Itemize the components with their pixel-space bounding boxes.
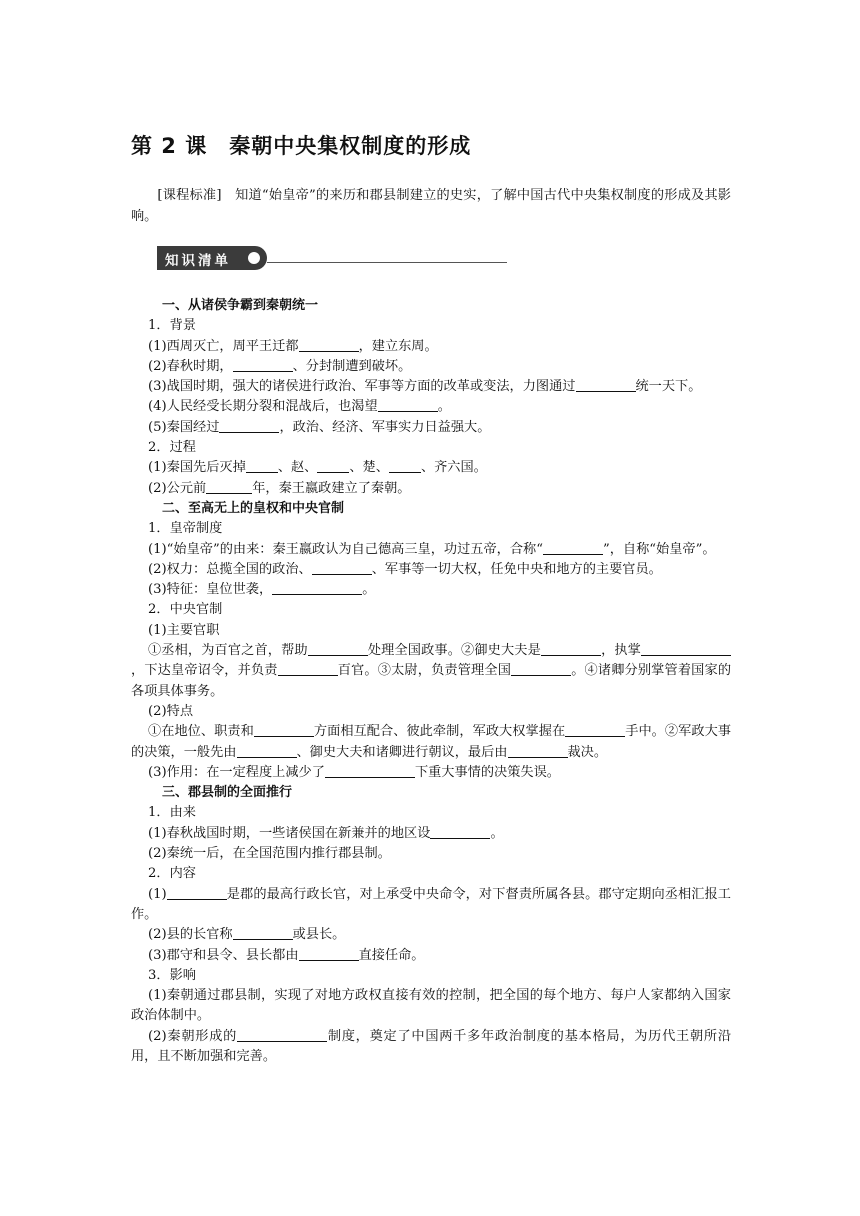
lesson-title: 第 2 课 秦朝中央集权制度的形成 <box>131 134 472 158</box>
paragraph: (2)秦朝形成的 制度，奠定了中国两千多年政治制度的基本格局，为历代王朝所沿用，且不断加强和完善。 <box>131 1028 732 1064</box>
subsection-heading: 1．背景 <box>148 318 196 334</box>
paragraph: ①在地位、职责和 方面相互配合、彼此牵制，军政大权掌握在 手中。②军政大事的决策，一般先由 、御史大夫和诸卿进行朝议，最后由 裁决。 <box>131 724 732 760</box>
subsection-heading: 2．中央官制 <box>148 602 223 618</box>
banner-label: 知识清单 <box>165 253 231 269</box>
section-heading: 三、郡县制的全面推行 <box>162 785 293 801</box>
section-heading: 二、至高无上的皇权和中央官制 <box>162 500 345 516</box>
fill-blank[interactable] <box>237 743 297 758</box>
fill-blank[interactable] <box>430 824 490 839</box>
fill-blank[interactable] <box>237 1027 327 1042</box>
paragraph: (1)秦朝通过郡县制，实现了对地方政权直接有效的控制，把全国的每个地方、每户人家都纳入国家政治体制中。 <box>131 988 731 1024</box>
fill-blank[interactable] <box>254 722 314 737</box>
subsection-heading: 2．内容 <box>148 866 196 882</box>
paragraph: (2)特点 <box>148 703 194 719</box>
fill-blank[interactable] <box>508 743 568 758</box>
paragraph: (1)“始皇帝”的由来：秦王嬴政认为自己德高三皇，功过五帝，合称“ ”，自称“始皇帝”。 <box>148 541 716 557</box>
fill-blank[interactable] <box>219 418 279 433</box>
fill-blank[interactable] <box>272 580 362 595</box>
fill-blank[interactable] <box>233 925 293 940</box>
fill-blank[interactable] <box>378 397 438 412</box>
paragraph: (2)县的长官称 或县长。 <box>148 927 346 943</box>
paragraph: (1)西周灭亡，周平王迁都 ，建立东周。 <box>148 338 438 354</box>
fill-blank[interactable] <box>511 661 571 676</box>
paragraph: (4)人民经受长期分裂和混战后，也渴望 。 <box>148 399 451 415</box>
paragraph: ①丞相，为百官之首，帮助 处理全国政事。②御史大夫是 ，执掌，下达皇帝诏令，并负责 百官。③太尉，负责管理全国 。④诸卿分别掌管着国家的各项具体事务。 <box>131 643 732 699</box>
fill-blank[interactable] <box>641 641 731 656</box>
course-standard-text: [课程标准] 知道“始皇帝”的来历和郡县制建立的史实，了解中国古代中央集权制度的形成及其影响。 <box>131 188 731 224</box>
paragraph: (3)作用：在一定程度上减少了 下重大事情的决策失误。 <box>148 764 560 780</box>
fill-blank[interactable] <box>541 641 601 656</box>
fill-blank[interactable] <box>246 458 278 473</box>
subsection-heading: 2．过程 <box>148 440 196 456</box>
subsection-heading: 1．皇帝制度 <box>148 521 223 537</box>
fill-blank[interactable] <box>312 560 372 575</box>
fill-blank[interactable] <box>167 885 227 900</box>
knowledge-list-banner <box>157 246 507 270</box>
fill-blank[interactable] <box>325 763 415 778</box>
fill-blank[interactable] <box>299 946 359 961</box>
content-body <box>131 296 731 1067</box>
fill-blank[interactable] <box>543 540 603 555</box>
paragraph: (3)特征：皇位世袭， 。 <box>148 582 376 598</box>
paragraph: (2)春秋时期， 、分封制遭到破坏。 <box>148 358 412 374</box>
paragraph: (1)主要官职 <box>148 622 220 638</box>
paragraph: (1)春秋战国时期，一些诸侯国在新兼并的地区设 。 <box>148 825 504 841</box>
paragraph: (2)秦统一后，在全国范围内推行郡县制。 <box>148 846 391 862</box>
fill-blank[interactable] <box>206 479 252 494</box>
fill-blank[interactable] <box>576 377 636 392</box>
paragraph: (1)秦国先后灭掉 、赵、 、楚、 、齐六国。 <box>148 460 487 476</box>
fill-blank[interactable] <box>317 458 349 473</box>
fill-blank[interactable] <box>299 337 359 352</box>
banner-rule <box>267 262 507 263</box>
paragraph: (3)战国时期，强大的诸侯进行政治、军事等方面的改革或变法，力图通过 统一天下。 <box>148 379 702 395</box>
fill-blank[interactable] <box>308 641 368 656</box>
fill-blank[interactable] <box>233 357 293 372</box>
paragraph: (5)秦国经过 ，政治、经济、军事实力日益强大。 <box>148 419 491 435</box>
paragraph: (2)权力：总揽全国的政治、 、军事等一切大权，任免中央和地方的主要官员。 <box>148 561 662 577</box>
banner-tag <box>157 246 267 270</box>
fill-blank[interactable] <box>278 661 338 676</box>
course-standard <box>131 185 731 227</box>
paragraph: (2)公元前 年，秦王嬴政建立了秦朝。 <box>148 480 411 496</box>
paragraph: (3)郡守和县令、县长都由 直接任命。 <box>148 947 425 963</box>
subsection-heading: 3．影响 <box>148 967 196 983</box>
bullet-dot-icon <box>248 252 260 264</box>
section-heading: 一、从诸侯争霸到秦朝统一 <box>162 298 319 313</box>
fill-blank[interactable] <box>389 458 421 473</box>
subsection-heading: 1．由来 <box>148 805 196 821</box>
fill-blank[interactable] <box>565 722 625 737</box>
paragraph: (1) 是郡的最高行政长官，对上承受中央命令，对下督责所属各县。郡守定期向丞相汇报工作。 <box>131 886 731 922</box>
